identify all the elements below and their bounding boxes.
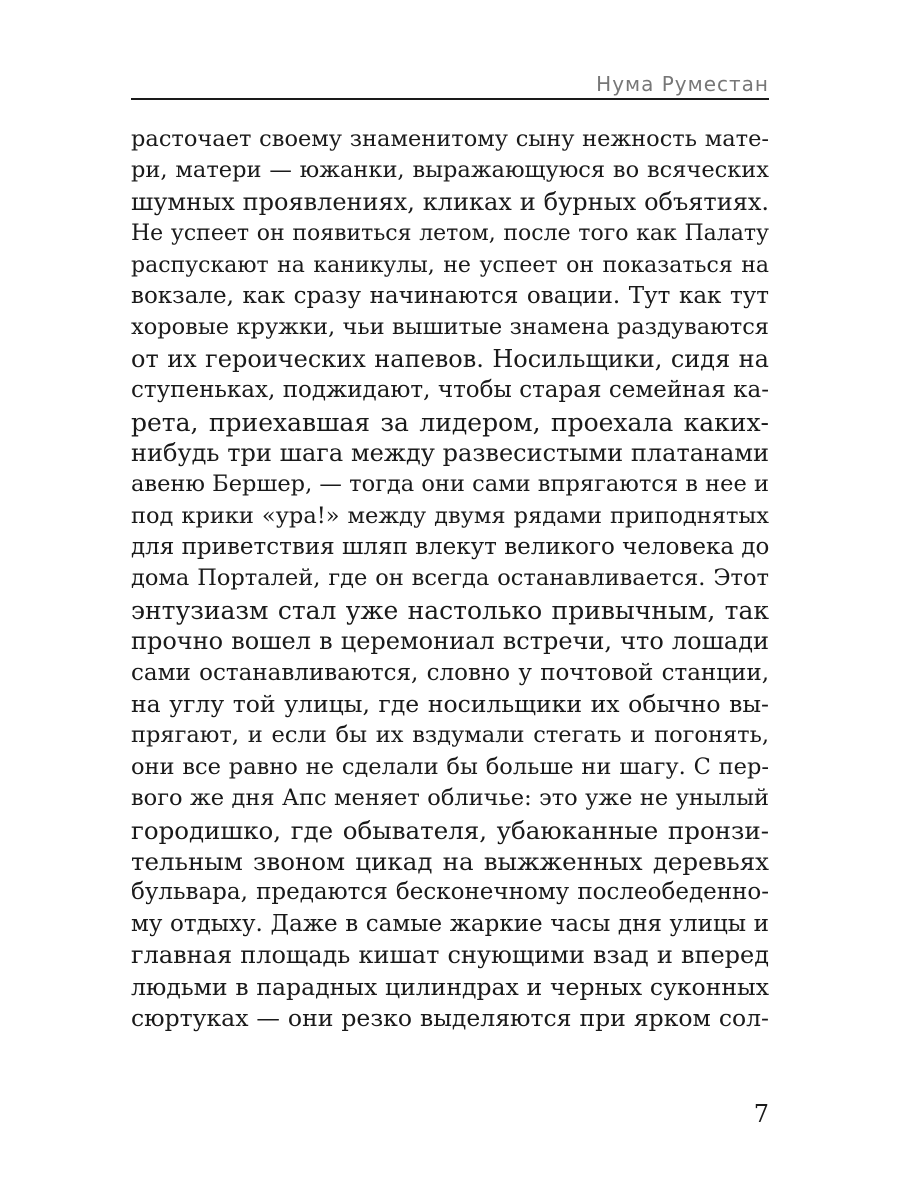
- header-rule: [131, 98, 769, 100]
- text-line: под крики «ура!» между двумя рядами приподнятых: [131, 502, 769, 529]
- text-line: ступеньках, поджидают, чтобы старая семейная ка-: [131, 377, 769, 404]
- text-line: ри, матери — южанки, выражающуюся во всяческих: [131, 157, 769, 184]
- text-line: Не успеет он появиться летом, после того как Палату: [131, 221, 769, 247]
- text-line: распускают на каникулы, не успеет он показаться на: [131, 252, 769, 278]
- text-line: прочно вошел в церемониал встречи, что лошади: [131, 627, 769, 656]
- text-line: они все равно не сделали бы больше ни шагу. С пер-: [131, 753, 769, 780]
- text-line: на углу той улицы, где носильщики их обычно вы-: [131, 690, 769, 719]
- text-line: рета, приехавшая за лидером, проехала каких-: [131, 407, 769, 437]
- text-line: хоровые кружки, чьи вышитые знамена раздуваются: [131, 314, 769, 341]
- text-line: от их героических напевов. Носильщики, сидя на: [131, 344, 769, 373]
- text-line: прягают, и если бы их вздумали стегать и погонять,: [131, 722, 769, 749]
- text-line: городишко, где обывателя, убаюканные пронзи-: [131, 815, 769, 845]
- text-line: вокзале, как сразу начинаются овации. Тут как тут: [131, 282, 769, 309]
- running-head-title: Нума Руместан: [596, 72, 769, 96]
- text-line: дома Порталей, где он всегда останавливается. Этот: [131, 565, 769, 592]
- text-line: расточает своему знаменитому сыну нежность мате-: [131, 126, 769, 152]
- text-line: для приветствия шляп влекут великого человека до: [131, 534, 769, 561]
- text-line: бульвара, предаются бесконечному послеобеденно-: [131, 879, 769, 906]
- text-line: главная площадь кишат снующими взад и вперед: [131, 941, 769, 970]
- text-line: сами останавливаются, словно у почтовой станции,: [131, 659, 769, 686]
- text-line: людьми в парадных цилиндрах и черных суконных: [131, 972, 769, 1001]
- text-line: нибудь три шага между развесистыми платанами: [131, 438, 769, 467]
- text-line: авеню Бершер, — тогда они сами впрягаются в нее и: [131, 471, 769, 498]
- text-line: му отдыху. Даже в самые жаркие часы дня улицы и: [131, 910, 769, 937]
- text-line: тельным звоном цикад на выжженных деревьях: [131, 846, 769, 876]
- text-line: сюртуках — они резко выделяются при ярком сол-: [131, 1003, 769, 1032]
- text-line: шумных проявлениях, кликах и бурных объятиях.: [131, 187, 769, 216]
- text-line: вого же дня Апс меняет обличье: это уже не унылый: [131, 785, 769, 812]
- page-number: 7: [753, 1100, 769, 1128]
- body-text: [131, 124, 769, 1034]
- text-line: энтузиазм стал уже настолько привычным, так: [131, 595, 769, 625]
